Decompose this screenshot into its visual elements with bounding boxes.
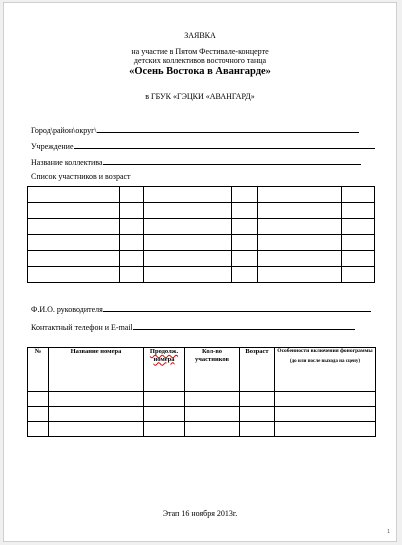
table-cell[interactable] [120, 251, 144, 267]
field-collective-label: Название коллектива [31, 158, 103, 167]
table-cell[interactable] [232, 187, 258, 203]
col-duration: Продолж. номера [144, 348, 185, 392]
field-contact-label: Контактный телефон и E-mail [31, 323, 133, 332]
table-cell[interactable] [258, 187, 342, 203]
table-cell[interactable] [49, 392, 144, 407]
document-page [3, 2, 397, 542]
table-cell[interactable] [120, 235, 144, 251]
col-count: Кол-во участников [185, 348, 240, 392]
table-cell[interactable] [28, 422, 49, 437]
table-cell[interactable] [342, 187, 375, 203]
stage-date: Этап 16 ноября 2013г. [162, 509, 238, 518]
table-cell[interactable] [232, 267, 258, 283]
table-cell[interactable] [28, 392, 49, 407]
table-row [28, 219, 375, 235]
table-row [28, 407, 376, 422]
table-cell[interactable] [120, 203, 144, 219]
field-institution-label: Учреждение [31, 142, 74, 151]
col-age: Возраст [240, 348, 275, 392]
header-line-2: детских коллективов восточного танца [133, 56, 267, 65]
table-cell[interactable] [28, 219, 120, 235]
col-number: № [28, 348, 49, 392]
table-row [28, 422, 376, 437]
table-cell[interactable] [120, 267, 144, 283]
table-row [28, 251, 375, 267]
numbers-table [27, 347, 376, 437]
field-contact-line [133, 321, 355, 330]
table-cell[interactable] [232, 203, 258, 219]
table-row [28, 235, 375, 251]
table-cell[interactable] [275, 407, 376, 422]
field-city[interactable] [31, 124, 359, 136]
table-cell[interactable] [240, 407, 275, 422]
page-number: 1 [387, 529, 390, 535]
field-institution[interactable] [31, 140, 375, 152]
header-line-1: на участие в Пятом Фестивале-концерте [131, 47, 269, 56]
table-cell[interactable] [144, 219, 232, 235]
field-city-line [97, 124, 359, 133]
table-cell[interactable] [120, 219, 144, 235]
table-cell[interactable] [144, 251, 232, 267]
table-cell[interactable] [342, 235, 375, 251]
participants-table [27, 186, 375, 283]
table-cell[interactable] [258, 203, 342, 219]
field-city-label: Город\район\округ\ [31, 126, 97, 135]
table-cell[interactable] [144, 407, 185, 422]
table-cell[interactable] [258, 235, 342, 251]
field-contact[interactable] [31, 321, 355, 333]
table-cell[interactable] [240, 392, 275, 407]
table-cell[interactable] [185, 407, 240, 422]
table-cell[interactable] [49, 422, 144, 437]
table-cell[interactable] [144, 422, 185, 437]
table-cell[interactable] [28, 267, 120, 283]
field-collective-line [103, 156, 361, 165]
field-director-label: Ф.И.О. руководителя [31, 305, 103, 314]
field-institution-line [74, 140, 375, 149]
table-cell[interactable] [275, 392, 376, 407]
field-collective[interactable] [31, 156, 361, 168]
table-cell[interactable] [275, 422, 376, 437]
col-phonogram-main: Особенности включения фонограммы [277, 348, 373, 354]
doc-title: ЗАЯВКА [184, 31, 216, 40]
table-cell[interactable] [342, 203, 375, 219]
table-row [28, 267, 375, 283]
table-cell[interactable] [49, 407, 144, 422]
table-cell[interactable] [185, 392, 240, 407]
field-director-line [103, 303, 371, 312]
table-cell[interactable] [232, 235, 258, 251]
table-cell[interactable] [342, 267, 375, 283]
table-cell[interactable] [28, 251, 120, 267]
table-cell[interactable] [240, 422, 275, 437]
table-cell[interactable] [342, 251, 375, 267]
field-director[interactable] [31, 303, 371, 315]
table-cell[interactable] [232, 251, 258, 267]
participants-label: Список участников и возраст [31, 172, 131, 181]
table-cell[interactable] [28, 187, 120, 203]
table-row [28, 392, 376, 407]
table-cell[interactable] [342, 219, 375, 235]
table-cell[interactable] [258, 267, 342, 283]
table-cell[interactable] [120, 187, 144, 203]
table-cell[interactable] [144, 235, 232, 251]
festival-name: «Осень Востока в Авангарде» [129, 66, 271, 77]
table-row [28, 203, 375, 219]
col-phonogram-note: (до или после выхода на сцену) [289, 359, 361, 364]
table-row [28, 187, 375, 203]
table-cell[interactable] [185, 422, 240, 437]
table-cell[interactable] [144, 203, 232, 219]
col-title: Название номера [49, 348, 144, 392]
table-cell[interactable] [28, 203, 120, 219]
table-cell[interactable] [28, 407, 49, 422]
col-phonogram [275, 348, 376, 392]
table-cell[interactable] [258, 219, 342, 235]
table-cell[interactable] [28, 235, 120, 251]
table-cell[interactable] [232, 219, 258, 235]
table-cell[interactable] [144, 392, 185, 407]
table-cell[interactable] [258, 251, 342, 267]
table-cell[interactable] [144, 187, 232, 203]
venue-line: в ГБУК «ГЭЦКИ «АВАНГАРД» [145, 92, 255, 101]
table-cell[interactable] [144, 267, 232, 283]
